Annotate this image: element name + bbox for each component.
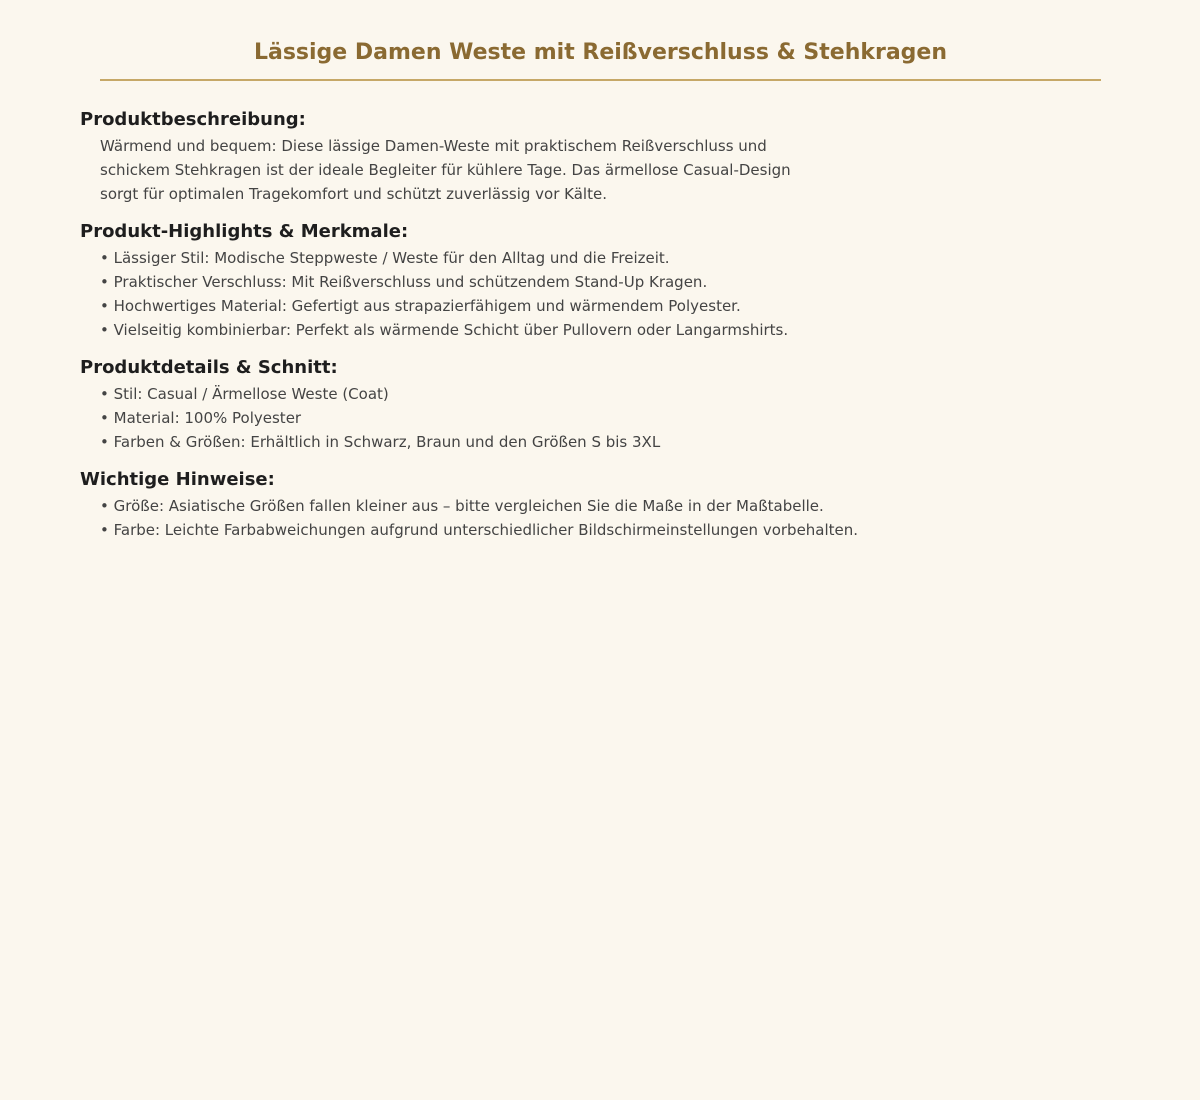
list-item: • Material: 100% Polyester — [100, 406, 660, 430]
details-list — [100, 382, 660, 454]
list-item: • Vielseitig kombinierbar: Perfekt als wärmende Schicht über Pullovern oder Langarmshirts. — [100, 318, 788, 342]
highlights-list — [100, 246, 788, 342]
section-heading-details: Produktdetails & Schnitt: — [80, 357, 338, 378]
list-item: • Hochwertiges Material: Gefertigt aus strapazierfähigem und wärmendem Polyester. — [100, 294, 788, 318]
list-item: • Praktischer Verschluss: Mit Reißverschluss und schützendem Stand-Up Kragen. — [100, 270, 788, 294]
list-item: • Stil: Casual / Ärmellose Weste (Coat) — [100, 382, 660, 406]
description-text: Wärmend und bequem: Diese lässige Damen-Weste mit praktischem Reißverschluss und schickem Stehkragen ist der ideale Begleiter für kühlere Tage. Das ärmellose Casual-Design sorgt für optimalen Tragekomfort und schützt zuverlässig vor Kälte. — [100, 137, 791, 203]
section-heading-notes: Wichtige Hinweise: — [80, 469, 275, 490]
notes-list — [100, 494, 858, 542]
title-divider — [100, 79, 1101, 81]
section-heading-highlights: Produkt-Highlights & Merkmale: — [80, 221, 409, 242]
list-item: • Lässiger Stil: Modische Steppweste / Weste für den Alltag und die Freizeit. — [100, 246, 788, 270]
section-heading-description: Produktbeschreibung: — [80, 109, 306, 130]
list-item: • Farbe: Leichte Farbabweichungen aufgrund unterschiedlicher Bildschirmeinstellungen vorbehalten. — [100, 518, 858, 542]
list-item: • Größe: Asiatische Größen fallen kleiner aus – bitte vergleichen Sie die Maße in der Maßtabelle. — [100, 494, 858, 518]
list-item: • Farben & Größen: Erhältlich in Schwarz, Braun und den Größen S bis 3XL — [100, 430, 660, 454]
page-title: Lässige Damen Weste mit Reißverschluss & Stehkragen — [253, 40, 948, 65]
